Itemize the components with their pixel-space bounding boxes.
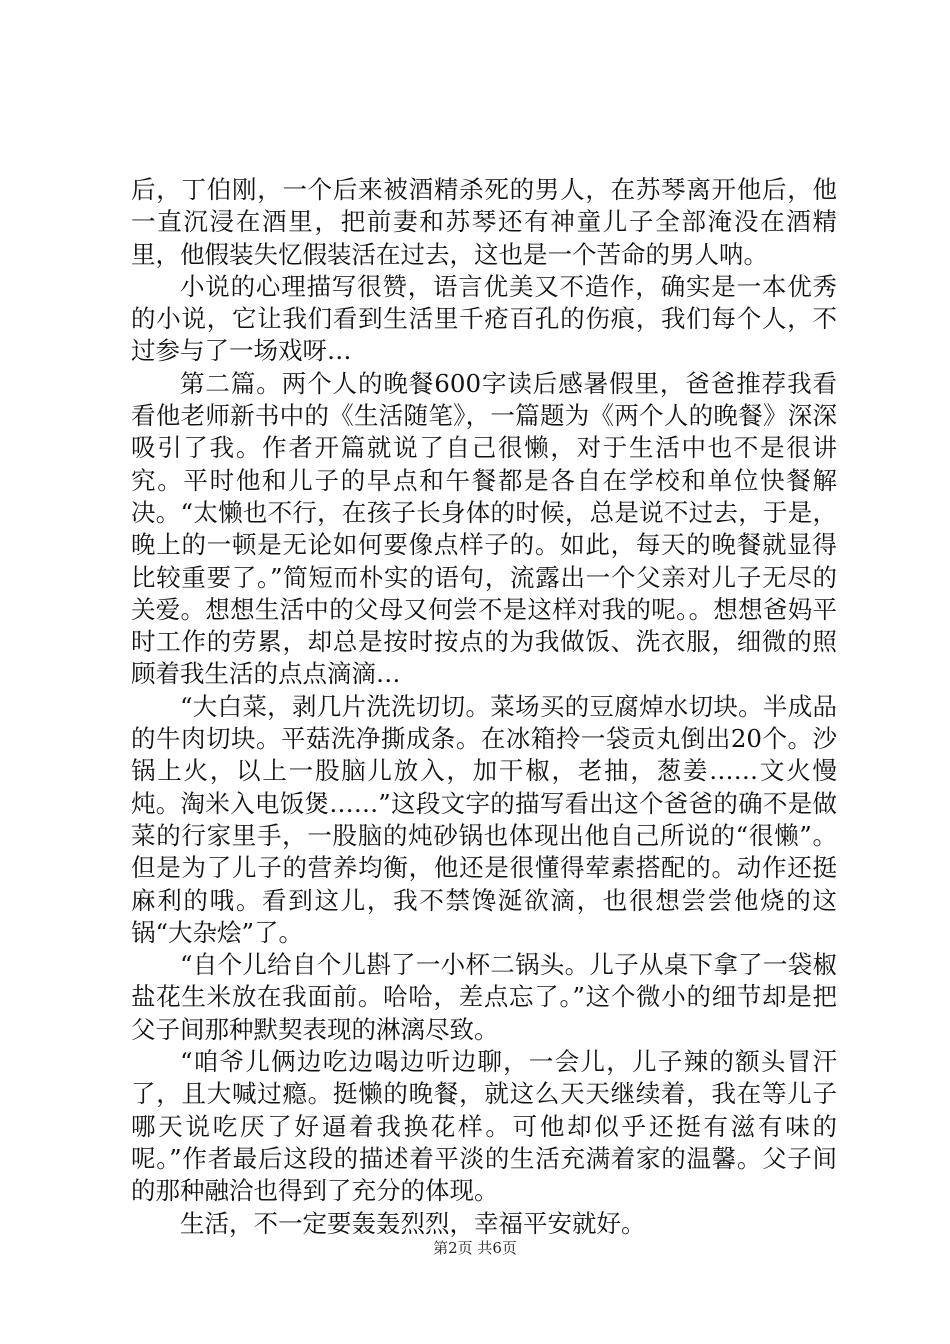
page-number-footer: 第2页 共6页 [433, 1239, 517, 1257]
paragraph: 小说的心理描写很赞，语言优美又不造作，确实是一本优秀的小说，它让我们看到生活里千疮百孔的伤痕，我们每个人，不过参与了一场戏呀… [131, 271, 837, 366]
document-body [131, 174, 837, 1240]
paragraph: “大白菜，剥几片洗洗切切。菜场买的豆腐焯水切块。半成品的牛肉切块。平菇洗净撕成条。在冰箱拎一袋贡丸倒出20个。沙锅上火，以上一股脑儿放入，加干椒，老抽，葱姜……文火慢炖。淘米入电饭煲……”这段文字的描写看出这个爸爸的确不是做菜的行家里手，一股脑的炖砂锅也体现出他自己所说的“很懒”。但是为了儿子的营养均衡，他还是很懂得荤素搭配的。动作还挺麻利的哦。看到这儿，我不禁馋涎欲滴，也很想尝尝他烧的这锅“大杂烩”了。 [131, 691, 837, 947]
paragraph: 第二篇。两个人的晚餐600字读后感暑假里，爸爸推荐我看看他老师新书中的《生活随笔》，一篇题为《两个人的晚餐》深深吸引了我。作者开篇就说了自己很懒，对于生活中也不是很讲究。平时他和儿子的早点和午餐都是各自在学校和单位快餐解决。“太懒也不行，在孩子长身体的时候，总是说不过去，于是，晚上的一顿是无论如何要像点样子的。如此，每天的晚餐就显得比较重要了。”简短而朴实的语句，流露出一个父亲对儿子无尽的关爱。想想生活中的父母又何尝不是这样对我的呢。。想想爸妈平时工作的劳累，却总是按时按点的为我做饭、洗衣服，细微的照顾着我生活的点点滴滴… [131, 368, 837, 689]
paragraph: “自个儿给自个儿斟了一小杯二锅头。儿子从桌下拿了一袋椒盐花生米放在我面前。哈哈，差点忘了。”这个微小的细节却是把父子间那种默契表现的淋漓尽致。 [131, 950, 837, 1044]
paragraph-continuation: 后，丁伯刚，一个后来被酒精杀死的男人，在苏琴离开他后，他一直沉浸在酒里，把前妻和苏琴还有神童儿子全部淹没在酒精里，他假装失忆假装活在过去，这也是一个苦命的男人呐。 [131, 175, 837, 269]
paragraph: “咱爷儿俩边吃边喝边听边聊，一会儿，儿子辣的额头冒汗了，且大喊过瘾。挺懒的晚餐，就这么天天继续着，我在等儿子哪天说吃厌了好逼着我换花样。可他却似乎还挺有滋有味的呢。”作者最后这段的描述着平淡的生活充满着家的温馨。父子间的那种融洽也得到了充分的体现。 [131, 1047, 837, 1206]
paragraph: 生活，不一定要轰轰烈烈，幸福平安就好。 [180, 1208, 646, 1238]
